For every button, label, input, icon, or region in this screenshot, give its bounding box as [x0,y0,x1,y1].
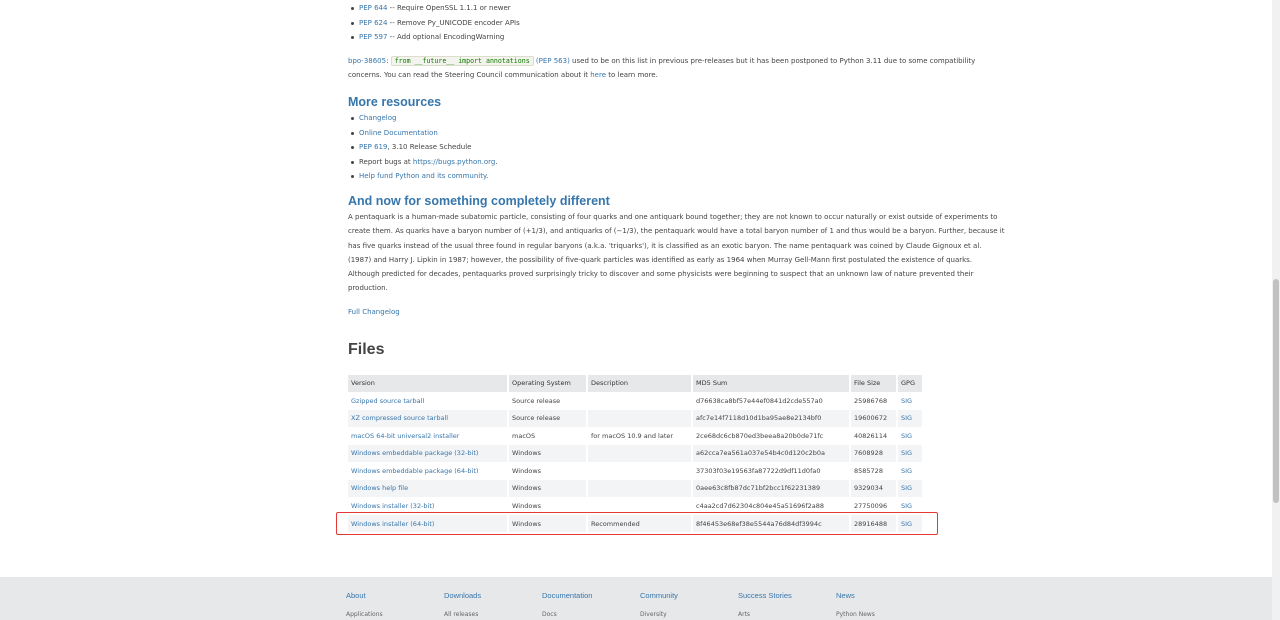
help-fund-link[interactable]: Help fund Python and its community [359,172,487,180]
code-snippet: from __future__ import annotations [391,56,534,66]
file-link-win-embed-32[interactable]: Windows embeddable package (32-bit) [351,449,479,458]
table-header-row [348,375,923,392]
online-docs-link[interactable]: Online Documentation [359,128,438,137]
list-item [348,111,498,126]
header-gpg: GPG [897,375,923,392]
table-row: Windows installer (32-bit) Windows c4aa2cd7d62304c804e45a51696f2a88 27750096 SIG [348,497,923,515]
list-item: PEP 644 -- Require OpenSSL 1.1.1 or newer [348,1,520,16]
sig-link[interactable]: SIG [901,519,913,528]
footer-col-news [836,591,931,618]
scrollbar-thumb[interactable] [1273,279,1279,503]
pep-644-link[interactable]: PEP 644 [359,4,388,12]
file-link-win-embed-64[interactable]: Windows embeddable package (64-bit) [351,466,479,475]
footer-python-news-link[interactable]: Python News [836,611,875,618]
full-changelog-link[interactable]: Full Changelog [348,308,400,316]
postponed-note: bpo-38605: from __future__ import annotations (PEP 563) used to be on this list in previous pre-releases but it has been postponed to Python 3.11 due to some compatibility concerns. You can read the Steering Council communication about it here to learn more. [348,57,976,80]
table-row: Windows embeddable package (32-bit) Windows a62cca7ea561a037e54b4c0d120c2b0a 7608928 SIG [348,445,923,463]
file-link-win-installer-64[interactable]: Windows installer (64-bit) [351,519,435,528]
header-file-size: File Size [850,375,897,392]
pentaquark-paragraph: A pentaquark is a human-made subatomic particle, consisting of four quarks and one antiquark bound together; they are not known to occur naturally or exist outside of experiments to create them. As quarks have a baryon number of (+1/3), and antiquarks of (−1/3), the pentaquark would have a total baryon number of 1 and thus would be a baryon. Further, because it has five quarks instead of the usual three found in regular baryons (a.k.a. 'triquarks'), it is classified as an exotic baryon. The name pentaquark was coined by Claude Gignoux et al. (1987) and Harry J. Lipkin in 1987; however, the possibility of five-quark particles was identified as early as 1964 when Murray Gell-Mann first postulated the existence of quarks. Although predicted for decades, pentaquarks proved surprisingly tricky to discover and some physicists were beginning to suspect that an unknown law of nature prevented their production. [348,213,1005,293]
sig-link[interactable]: SIG [901,484,913,493]
sig-link[interactable]: SIG [901,466,913,475]
footer [0,577,1280,620]
table-row: XZ compressed source tarball Source release afc7e14f7118d10d1ba95ae8e2134bf0 19600672 SIG [348,410,923,428]
changelog-link[interactable]: Changelog [359,114,397,122]
file-link-macos-installer[interactable]: macOS 64-bit universal2 installer [351,431,460,440]
header-md5: MD5 Sum [692,375,850,392]
footer-col-community [640,591,735,618]
list-item: PEP 624 -- Remove Py_UNICODE encoder APIs [348,16,520,31]
sig-link[interactable]: SIG [901,431,913,440]
files-heading: Files [348,341,385,358]
footer-about-link[interactable]: About [346,591,366,600]
list-item: Help fund Python and its community. [348,169,498,184]
page-scrollbar[interactable] [1272,0,1280,620]
file-link-xz-tarball[interactable]: XZ compressed source tarball [351,414,449,423]
table-row: Gzipped source tarball Source release d76638ca8bf57e44ef0841d2cde557a0 25986768 SIG [348,392,923,410]
file-link-gzipped-tarball[interactable]: Gzipped source tarball [351,396,425,405]
files-table [348,375,924,532]
bpo-link[interactable]: bpo-38605 [348,57,387,65]
pep-624-link[interactable]: PEP 624 [359,18,388,27]
file-link-win-installer-32[interactable]: Windows installer (32-bit) [351,501,435,510]
footer-col-documentation [542,591,637,618]
header-version: Version [348,375,508,392]
sig-link[interactable]: SIG [901,396,913,405]
footer-community-link[interactable]: Community [640,591,678,600]
table-row: Windows embeddable package (64-bit) Windows 37303f03e19563fa87722d9df11d0fa0 8585728 SIG [348,462,923,480]
sig-link[interactable]: SIG [901,501,913,510]
footer-diversity-link[interactable]: Diversity [640,611,667,618]
more-resources-heading: More resources [348,95,442,109]
here-link[interactable]: here [590,71,607,80]
footer-documentation-link[interactable]: Documentation [542,591,593,600]
sig-link[interactable]: SIG [901,414,913,423]
footer-col-downloads [444,591,539,618]
table-row: Windows installer (64-bit) Windows Recommended 8f46453e68ef38e5544a76d84df3994c 28916488 SIG [348,515,923,533]
header-os: Operating System [508,375,587,392]
different-heading: And now for something completely different [348,194,610,208]
list-item: PEP 619, 3.10 Release Schedule [348,140,498,155]
footer-applications-link[interactable]: Applications [346,611,383,618]
footer-arts-link[interactable]: Arts [738,611,751,618]
footer-col-about [346,591,441,618]
list-item [348,126,498,141]
footer-col-success-stories [738,591,833,618]
footer-news-link[interactable]: News [836,591,855,600]
file-link-win-help[interactable]: Windows help file [351,484,409,493]
pep-563-link[interactable]: (PEP 563) [535,57,570,65]
footer-success-stories-link[interactable]: Success Stories [738,591,792,600]
resources-list [348,111,498,184]
pep-list [348,1,520,45]
footer-downloads-link[interactable]: Downloads [444,591,482,600]
bugs-link[interactable]: https://bugs.python.org [412,157,496,166]
pep-619-link[interactable]: PEP 619 [359,143,388,151]
table-row: Windows help file Windows 0aee63c8fb87dc71bf2bcc1f62231389 9329034 SIG [348,480,923,498]
list-item: Report bugs at https://bugs.python.org. [348,155,498,170]
header-description: Description [587,375,692,392]
table-row: macOS 64-bit universal2 installer macOS for macOS 10.9 and later 2ce68dc6cb870ed3beea8a20b0de71fc 40826114 SIG [348,427,923,445]
list-item: PEP 597 -- Add optional EncodingWarning [348,30,520,45]
sig-link[interactable]: SIG [901,449,913,458]
footer-all-releases-link[interactable]: All releases [444,611,479,618]
footer-docs-link[interactable]: Docs [542,611,557,618]
pep-597-link[interactable]: PEP 597 [359,33,388,41]
